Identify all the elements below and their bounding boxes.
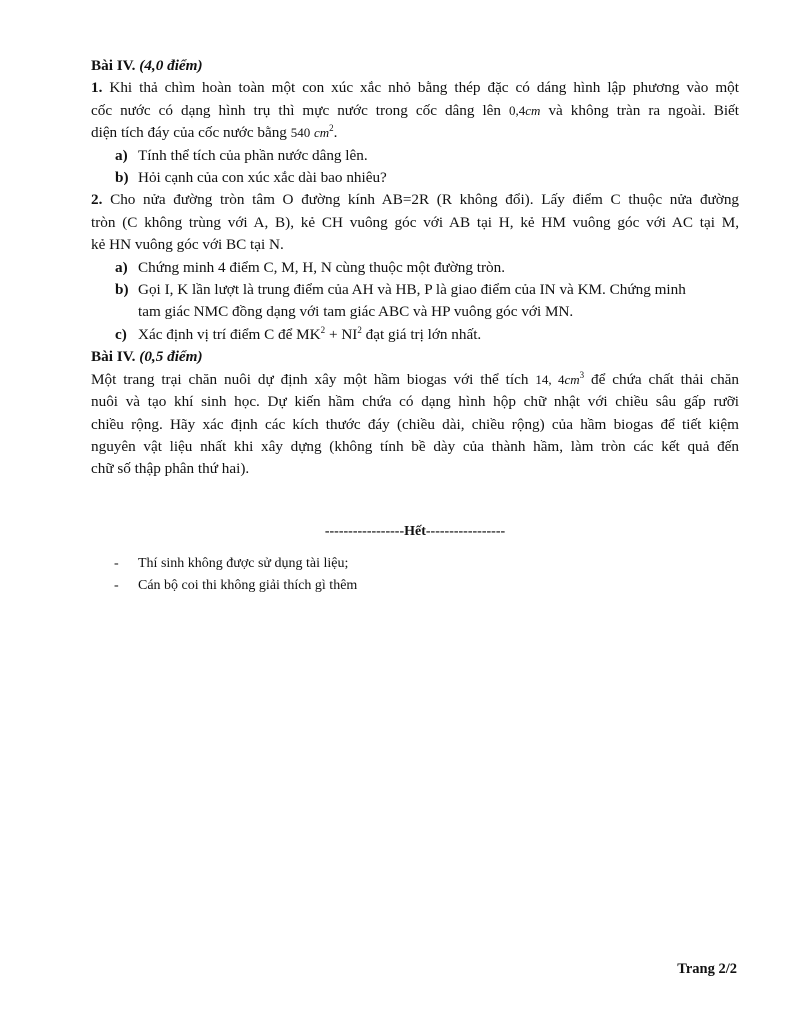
q1-line-2: cốc nước có dạng hình trụ thì mực nước trong cốc dâng lên 0,4cm và không tràn ra ngoài. Biết — [91, 101, 740, 119]
s2-line-5: chữ số thập phân thứ hai). — [91, 460, 250, 478]
q2-line-2: tròn (C không trùng với A, B), kẻ CH vuông góc với AB tại H, kẻ HM vuông góc với AC tại M, — [91, 213, 739, 231]
q1-part-a: a) Tính thể tích của phần nước dâng lên. — [115, 146, 368, 164]
q2-line-3: kẻ HN vuông góc với BC tại N. — [91, 236, 284, 254]
section-heading-2: Bài IV. (0,5 điểm) — [91, 348, 203, 366]
s2-line-1: Một trang trại chăn nuôi dự định xây một hầm biogas với thể tích 14, $4cm^3$ để chứa chất thải chăn — [91, 369, 740, 388]
note-item: - Cán bộ coi thi không giải thích gì thêm — [114, 578, 358, 593]
note-item: - Thí sinh không được sử dụng tài liệu; — [114, 556, 349, 571]
q2-part-c: c) Xác định vị trí điểm C để $MK^2 + NI^2$ đạt giá trị lớn nhất. — [115, 324, 482, 343]
page-body — [91, 55, 740, 593]
q1-part-b: b) Hỏi cạnh của con xúc xắc dài bao nhiêu? — [115, 169, 387, 187]
section-heading-1: Bài IV. (4,0 điểm) — [91, 57, 203, 74]
q2-line-1: 2. Cho nửa đường tròn tâm O đường kính AB=2R (R không đổi). Lấy điểm C thuộc nửa đường — [91, 191, 740, 209]
end-marker: -----------------Hết----------------- — [324, 524, 506, 539]
s2-line-4: nguyên vật liệu nhất khi xây dựng (không tính bề dày của thành hầm, làm tròn các kết quả đến — [91, 437, 739, 455]
q1-line-1: 1. Khi thả chìm hoàn toàn một con xúc xắc nhỏ bằng thép đặc có dáng hình lập phương vào một — [91, 79, 739, 97]
page-number: Trang 2/2 — [677, 961, 737, 977]
notes-list — [114, 553, 357, 597]
q2-part-a: a) Chứng minh 4 điểm C, M, H, N cùng thuộc một đường tròn. — [115, 258, 506, 276]
s2-line-2: nuôi và tạo khí sinh học. Dự kiến hầm chứa có dạng hình hộp chữ nhật với chiều sâu gấp rưỡi — [91, 393, 739, 411]
q1-line-3: diện tích đáy của cốc nước bằng 540 $cm^2$. — [91, 123, 338, 142]
q2-part-b: b) Gọi I, K lần lượt là trung điểm của AH và HB, P là giao điểm của IN và KM. Chứng minh — [115, 281, 686, 299]
q2-part-b-cont: tam giác NMC đồng dạng với tam giác ABC và HP vuông góc với MN. — [138, 303, 574, 321]
s2-line-3: chiều rộng. Hãy xác định các kích thước đáy (chiều dài, chiều rộng) của hầm biogas để tiết kiệm — [91, 415, 739, 433]
